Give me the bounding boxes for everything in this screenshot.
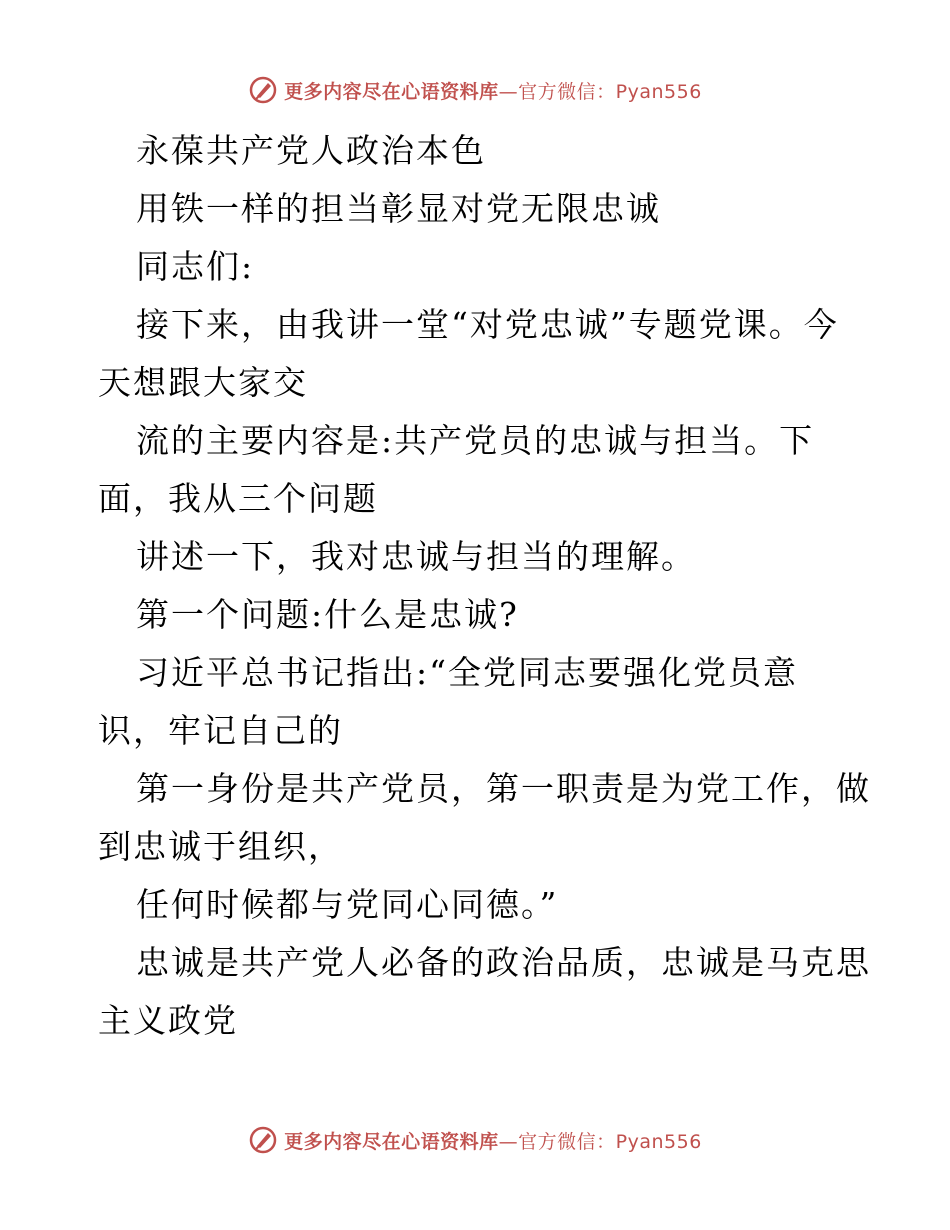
watermark-wechat: 官方微信：Pyan556 — [518, 1130, 702, 1153]
text-line: 任何时候都与党同心同德。” — [136, 885, 559, 924]
text-line: 习近平总书记指出:“全党同志要强化党员意 — [136, 653, 798, 692]
watermark-text — [284, 77, 702, 104]
text-line: 第一个问题:什么是忠诚? — [136, 595, 519, 634]
document-body — [98, 122, 871, 1050]
watermark-dash: — — [498, 80, 519, 103]
text-line: 面，我从三个问题 — [98, 479, 378, 518]
text-line: 永葆共产党人政治本色 — [136, 131, 486, 170]
watermark-text — [284, 1127, 702, 1154]
watermark-site: 更多内容尽在心语资料库 — [284, 1130, 499, 1153]
watermark-site: 更多内容尽在心语资料库 — [284, 80, 499, 103]
text-line: 接下来，由我讲一堂“对党忠诚”专题党课。今 — [136, 305, 839, 344]
text-line: 识，牢记自己的 — [98, 711, 343, 750]
text-line: 主义政党 — [98, 1001, 238, 1040]
text-line: 用铁一样的担当彰显对党无限忠诚 — [136, 189, 661, 228]
footer-watermark — [0, 1120, 950, 1160]
header-watermark — [0, 70, 950, 110]
pen-logo-icon — [248, 1125, 278, 1155]
text-line: 流的主要内容是:共产党员的忠诚与担当。下 — [136, 421, 815, 460]
text-line: 忠诚是共产党人必备的政治品质，忠诚是马克思 — [136, 943, 871, 982]
text-line: 到忠诚于组织， — [98, 827, 343, 866]
text-line: 讲述一下，我对忠诚与担当的理解。 — [136, 537, 696, 576]
text-line: 第一身份是共产党员，第一职责是为党工作，做 — [136, 769, 871, 808]
pen-logo-icon — [248, 75, 278, 105]
watermark-dash: — — [498, 1130, 519, 1153]
text-line: 天想跟大家交 — [98, 363, 308, 402]
watermark-wechat: 官方微信：Pyan556 — [518, 80, 702, 103]
text-line: 同志们: — [136, 247, 255, 286]
